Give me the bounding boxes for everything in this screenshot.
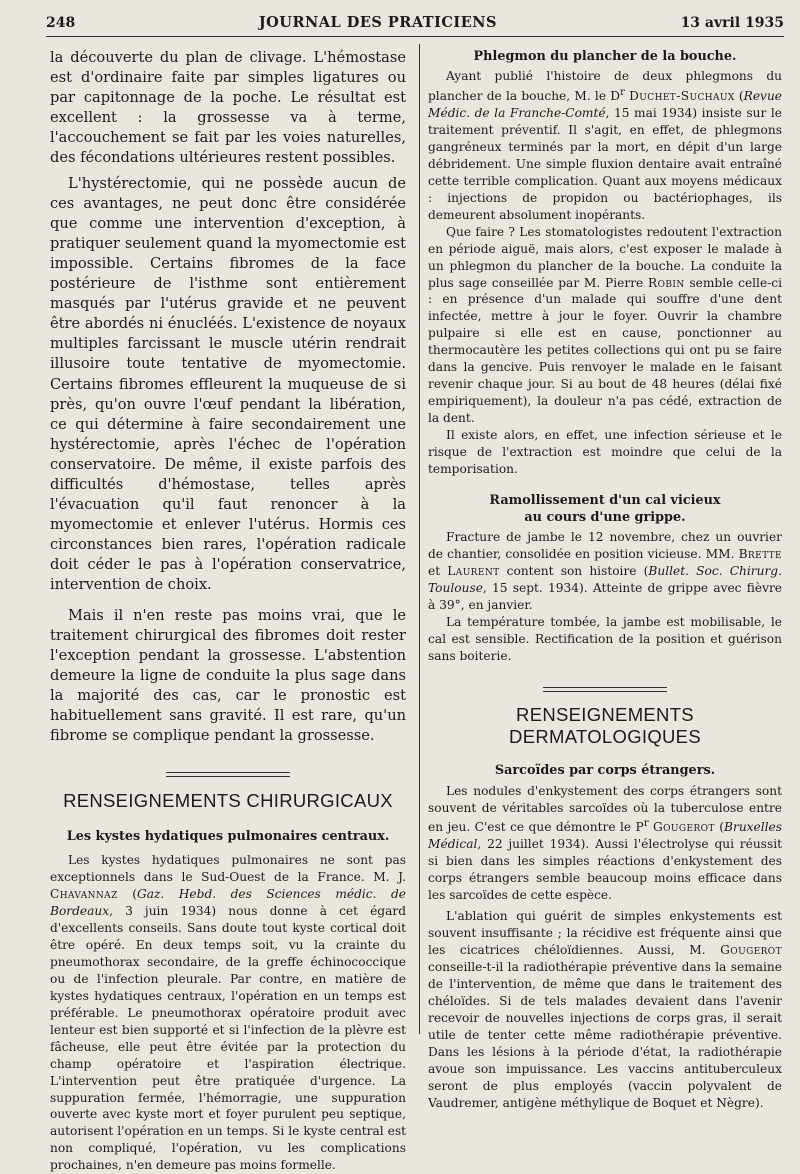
page-header bbox=[46, 14, 784, 36]
article-title: Sarcoïdes par corps étrangers. bbox=[494, 762, 716, 778]
paragraph: Les kystes hydatiques pulmonaires ne sont pas exceptionnels dans le Sud-Ouest de la France. M. J. Chavannaz (Gaz. Hebd. des Sciences médic. de Bordeaux, 3 juin 1934) nous donne à cet égard d'excellents conseils. Sans doute tout kyste cortical doit être opéré. En deux temps soit, vu la crainte du pneumothorax secondaire, de la greffe échinococcique ou de l'infection pleurale. Par contre, en matière de kystes hydatiques centraux, l'opération en un temps est préférable. Le pneumothorax opératoire produit avec lenteur est bien supporté et si l'infection de la plèvre est fâcheuse, elle peut être évitée par la protection du champ opératoire et l'aspiration électrique. L'intervention peut être pratiquée d'urgence. La suppuration fermée, l'hémorragie, une suppuration ouverte avec kyste mort et foyer purulent peu septique, autorisent l'opération en un temps. Si le kyste central est non compliqué, l'opération, vu les complications prochaines, n'en demeure pas moins formelle. bbox=[50, 853, 407, 1173]
paragraph: Que faire ? Les stomatologistes redoutent l'extraction en période aiguë, mais alors, c'est exposer le malade à un phlegmon du plancher de la bouche. La conduite la plus sage conseillée par M. Pierre Robin semble celle-ci : en présence d'un malade qui souffre d'une dent infectée, mettre à jour le foyer. Ouvrir la chambre pulpaire si elle est en cause, ponctionner au thermocautère les petites collections qui ont pu se faire dans la gencive. Puis renvoyer le malade en le faisant revenir chaque jour. Si au bout de 48 heures (délai fixé empiriquement), la douleur n'a pas cédé, extraction de la dent. bbox=[428, 224, 783, 426]
journal-reference: Revue Médic. de la Franche-Comté bbox=[428, 89, 783, 120]
paragraph: Mais il n'en reste pas moins vrai, que le traitement chirurgical des fibromes doit rester l'exception pendant la grossesse. L'abstention demeure la ligne de conduite la plus sage dans la majorité des cas, car le pronostic est habituellement sans gravité. Il est rare, qu'un fibrome se complique pendant la grossesse. bbox=[50, 606, 406, 745]
journal-reference: Gaz. Hebd. des Sciences médic. de Bordeaux bbox=[50, 887, 407, 919]
journal-reference: Bullet. Soc. Chirurg. Toulouse bbox=[428, 563, 782, 595]
left-column bbox=[50, 48, 406, 1174]
author-name: Gougerot bbox=[720, 943, 782, 958]
author-name: Laurent bbox=[447, 563, 500, 578]
paragraph: L'hystérectomie, qui ne possède aucun de ces avantages, ne peut donc être considérée que comme une intervention d'exception, à pratiquer seulement quand la myomectomie est impossible. Certains fibromes de la face postérieure de l'isthme sont entièrement masqués par l'utérus gravide et ne peuvent être abordés ni énucléés. L'existence de noyaux multiples farcissant le muscle utérin rendrait illusoire toute tentative de myomectomie. Certains fibromes effleurent la muqueuse de si près, qu'on ouvre l'œuf pendant la libération, ce qui détermine à faire secondairement une hystérectomie, après l'échec de l'opération conservatoire. De même, il existe parfois des difficultés d'hémostase, telles après l'évacuation qu'il faut renoncer à la myomectomie et enlever l'utérus. Hormis ces circonstances bien rares, l'opération radicale doit céder le pas à l'opération conservatrice, intervention de choix. bbox=[50, 174, 406, 594]
article-title: Les kystes hydatiques pulmonaires centraux. bbox=[66, 829, 390, 845]
paragraph: la découverte du plan de clivage. L'hémostase est d'ordinaire faite par simples ligatures ou par capitonnage de la poche. Le résultat est excellent : la grossesse va à terme, l'accouchement se fait par les voies naturelles, des fécondations ultérieures restent possibles. bbox=[50, 49, 406, 167]
author-name: Brette bbox=[738, 546, 783, 561]
section-title: RENSEIGNEMENTS DERMATOLOGIQUES bbox=[509, 703, 701, 747]
page-number: 248 bbox=[46, 15, 76, 31]
paragraph: Il existe alors, en effet, une infection sérieuse et le risque de l'extraction est moindre que celui de la temporisation. bbox=[428, 428, 782, 476]
right-column bbox=[428, 48, 782, 1112]
journal-title: JOURNAL DES PRATICIENS bbox=[258, 14, 497, 31]
author-name: Duchet-Suchaux bbox=[629, 89, 735, 104]
paragraph: Ayant publié l'histoire de deux phlegmons du plancher de la bouche, M. le $D^r$ Duchet-Suchaux (Revue Médic. de la Franche-Comté, 15 mai 1934) insiste sur le traitement préventif. Il s'agit, en effet, de phlegmons gangréneux terminés par la mort, en dépit d'un large débridement. Une simple fluxion dentaire avait entraîné cette terrible complication. Quant aux moyens médicaux : injections de propidon ou bactériophages, ils demeurent absolument inopérants. bbox=[428, 69, 783, 222]
column-divider bbox=[419, 44, 420, 1034]
section-title: RENSEIGNEMENTS CHIRURGICAUX bbox=[63, 790, 393, 812]
paragraph: Fracture de jambe le 12 novembre, chez un ouvrier de chantier, consolidée en position vicieuse. MM. Brette et Laurent content son histoire (Bullet. Soc. Chirurg. Toulouse, 15 sept. 1934). Atteinte de grippe avec fièvre à 39°, en janvier. bbox=[428, 529, 783, 612]
paragraph: La température tombée, la jambe est mobilisable, le cal est sensible. Rectification de la position et guérison sans boiterie. bbox=[428, 614, 782, 663]
paragraph: Les nodules d'enkystement des corps étrangers sont souvent de véritables sarcoïdes où la tuberculose entre en jeu. C'est ce que démontre le $P^r$ Gougerot (Bruxelles Médical, 22 juillet 1934). Aussi l'électrolyse qui réussit si bien dans les simples réactions d'enkystement des corps étrangers semble beaucoup moins efficace dans les sarcoïdes de cette espèce. bbox=[428, 783, 783, 903]
journal-reference: Bruxelles Médical bbox=[428, 820, 783, 852]
article-title: Ramollissement d'un cal vicieux au cours d'une grippe. bbox=[489, 492, 721, 525]
author-name: Robin bbox=[648, 275, 685, 290]
issue-date: 13 avril 1935 bbox=[680, 15, 784, 31]
author-name: Chavannaz bbox=[50, 887, 118, 902]
author-name: Gougerot bbox=[653, 820, 715, 835]
article-title: Phlegmon du plancher de la bouche. bbox=[473, 49, 737, 64]
header-rule bbox=[46, 36, 784, 37]
section-divider bbox=[166, 772, 290, 777]
paragraph: L'ablation qui guérit de simples enkystements est souvent insuffisante ; la récidive est fréquente ainsi que les cicatrices chéloïdiennes. Aussi, M. Gougerot conseille-t-il la radiothérapie préventive dans la semaine de l'intervention, de même que dans le traitement des chéloïdes. Si de tels malades devaient dans l'avenir recevoir de nouvelles injections de corps gras, il serait utile de tenter cette même radiothérapie préventive. Dans les lésions à la période d'état, la radiothérapie avoue son impuissance. Les vaccins antituberculeux seront de plus employés (vaccin polyvalent de Vaudremer, antigène méthylique de Boquet et Nègre). bbox=[428, 909, 782, 1110]
section-divider bbox=[543, 687, 667, 692]
